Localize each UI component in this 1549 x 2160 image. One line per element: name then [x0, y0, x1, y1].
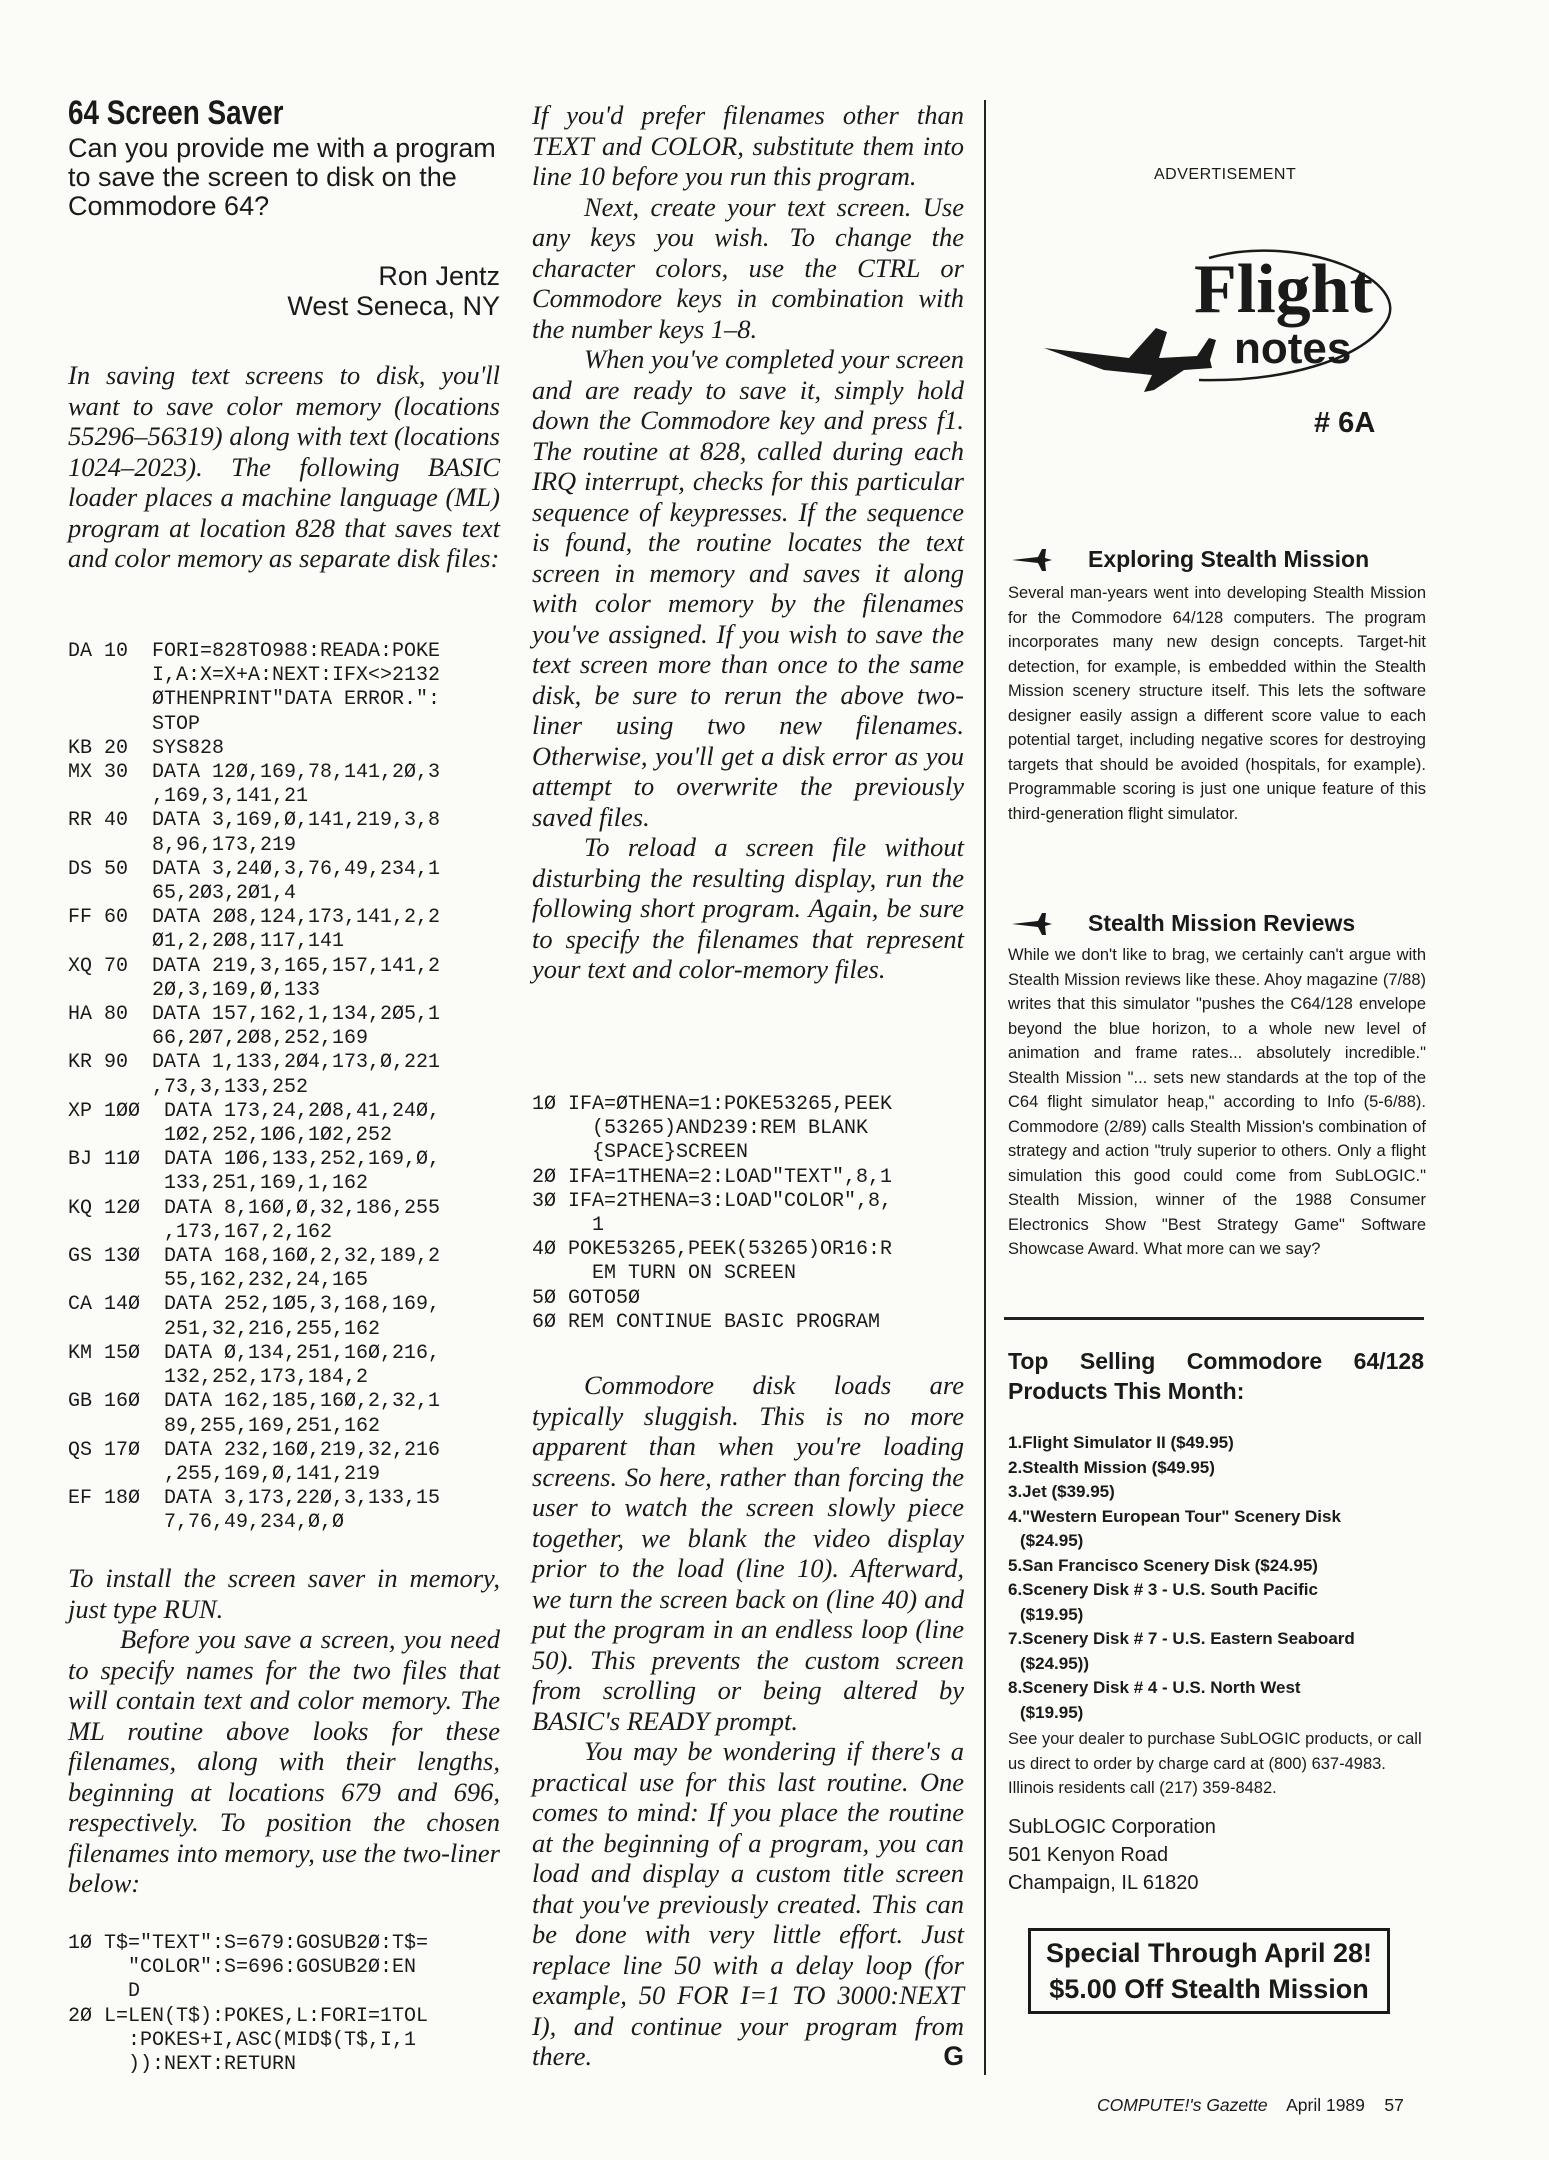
product-item	[1008, 1554, 1424, 1579]
paragraph-save-screen: When you've completed your screen and are ready to save it, simply hold down the Commodore key and press f1. The routine at 828, called during each IRQ interrupt, checks for this particular sequence of keypresses. If the sequence is found, the routine locates the text screen in memory and saves it along with color memory by the filenames you've assigned. If you wish to save the text screen more than once to the same disk, be sure to rerun the above two-liner using two new filenames. Otherwise, you'll get a disk error as you attempt to overwrite the previously saved files.	[532, 344, 964, 832]
page-footer	[1097, 2095, 1404, 2116]
paragraph-disk-loads: Commodore disk loads are typically sluggish. This is no more apparent than when you're loading screens. So here, rather than forcing the user to watch the screen slowly piece together, we blank the video display prior to the load (line 10). Afterward, we turn the screen back on (line 40) and put the program in an endless loop (line 50). This prevents the custom screen from scrolling or being altered by BASIC's READY prompt.	[532, 1370, 964, 1736]
footer-page-number: 57	[1384, 2095, 1404, 2115]
product-name: 2.Stealth Mission ($49.95)	[1008, 1457, 1215, 1477]
answer-paragraph-3: Before you save a screen, you need to specify names for the two files that will contain text and color memory. The ML routine above looks for these filenames, along with their lengths, beginning at locations 679 and 696, respectively. To position the chosen filenames into memory, use the two-liner below:	[68, 1624, 500, 1898]
product-item	[1008, 1676, 1424, 1725]
product-item	[1008, 1480, 1424, 1505]
two-liner-listing: 1Ø T$="TEXT":S=679:GOSUB2Ø:T$= "COLOR":S=696:GOSUB2Ø:EN D 2Ø L=LEN(T$):POKES,L:FORI=1TOL :POKES+I,ASC(MID$(T$,I,1 )):NEXT:RETURN	[68, 1932, 429, 2077]
product-name: 3.Jet ($39.95)	[1008, 1482, 1115, 1501]
footer-magazine: COMPUTE!'s Gazette	[1097, 2095, 1268, 2115]
section-reviews-text: While we don't like to brag, we certainly can't argue with Stealth Mission reviews like these. Ahoy magazine (7/88) writes that this simulator "pushes the C64/128 envelope beyond the blue horizon, to a whole new level of animation and frame rates... absolutely incredible." Stealth Mission "... sets new standards at the top of the C64 flight simulator heap," according to Info (5-6/88). Commodore (2/89) calls Stealth Mission's combination of strategy and action "truly superior to others. Only a flight simulation this good could come from SubLOGIC." Stealth Mission, winner of the 1988 Consumer Electronics Show "Best Strategy Game" Software Showcase Award. What more can we say?	[1008, 946, 1426, 1258]
footer-date: April 1989	[1286, 2095, 1365, 2115]
issue-number: # 6A	[1314, 407, 1376, 439]
reload-listing: 1Ø IFA=ØTHENA=1:POKE53265,PEEK (53265)AND239:REM BLANK {SPACE}SCREEN 2Ø IFA=1THENA=2:LOAD"TEXT",8,1 3Ø IFA=2THENA=3:LOAD"COLOR",8, 1 4Ø POKE53265,PEEK(53265)OR16:R EM TURN ON SCREEN 5Ø GOTO5Ø 6Ø REM CONTINUE BASIC PROGRAM	[532, 1093, 893, 1334]
author-name: Ron Jentz	[378, 261, 500, 291]
company-street: 501 Kenyon Road	[1008, 1844, 1169, 1866]
column-divider	[984, 100, 986, 2075]
paragraph-practical-use: You may be wondering if there's a practical use for this last routine. One comes to mind: If you place the routine at the beginning of a program, you can load and display a custom title screen that you've previously created. This can be done with very little effort. Just replace line 50 with a delay loop (for example, 50 FOR I=1 TO 3000:NEXT I), and continue your program from there. G	[532, 1736, 964, 2071]
logo-word-notes: notes	[1234, 324, 1352, 373]
product-name: 7.Scenery Disk # 7 - U.S. Eastern Seaboard	[1008, 1629, 1355, 1648]
product-list	[1008, 1431, 1424, 1725]
product-price: ($24.95))	[1020, 1653, 1089, 1673]
special-offer-line-1: Special Through April 28!	[1045, 1938, 1373, 1968]
product-name: 4."Western European Tour" Scenery Disk	[1008, 1506, 1341, 1526]
product-item	[1008, 1431, 1424, 1456]
product-price: ($19.95)	[1020, 1604, 1084, 1624]
product-item	[1008, 1578, 1424, 1627]
logo-word-flight: Flight	[1194, 251, 1373, 328]
section-reviews-heading: Stealth Mission Reviews	[1012, 910, 1424, 942]
basic-loader-listing: DA 10 FORI=828TO988:READA:POKE I,A:X=X+A:NEXT:IFX<>2132 ØTHENPRINT"DATA ERROR.": STOP KB 20 SYS828 MX 30 DATA 12Ø,169,78,141,2Ø,3 ,169,3,141,21 RR 40 DATA 3,169,Ø,141,219,3,8 8,96,173,219 DS 50 DATA 3,24Ø,3,76,49,234,1 65,2Ø3,2Ø1,4 FF 60 DATA 2Ø8,124,173,141,2,2 Ø1,2,2Ø8,117,141 XQ 70 DATA 219,3,165,157,141,2 2Ø,3,169,Ø,133 HA 80 DATA 157,162,1,134,2Ø5,1 66,2Ø7,2Ø8,252,169 KR 90 DATA 1,133,2Ø4,173,Ø,221 ,73,3,133,252 XP 1ØØ DATA 173,24,2Ø8,41,24Ø, 1Ø2,252,1Ø6,1Ø2,252 BJ 11Ø DATA 1Ø6,133,252,169,Ø, 133,251,169,1,162 KQ 12Ø DATA 8,16Ø,Ø,32,186,255 ,173,167,2,162 GS 13Ø DATA 168,16Ø,2,32,189,2 55,162,232,24,165 CA 14Ø DATA 252,1Ø5,3,168,169, 251,32,216,255,162 KM 15Ø DATA Ø,134,251,16Ø,216, 132,252,173,184,2 GB 16Ø DATA 162,185,16Ø,2,32,1 89,255,169,251,162 QS 17Ø DATA 232,16Ø,219,32,216 ,255,169,Ø,141,219 EF 18Ø DATA 3,173,22Ø,3,133,15 7,76,49,234,Ø,Ø	[68, 640, 441, 1535]
product-name: 6.Scenery Disk # 3 - U.S. South Pacific	[1008, 1580, 1318, 1599]
product-name: 5.San Francisco Scenery Disk ($24.95)	[1008, 1555, 1318, 1575]
section-exploring-text: Several man-years went into developing Stealth Mission for the Commodore 64/128 computers. The program incorporates many new design concepts. Target-hit detection, for example, is embedded within the Stealth Mission scenery structure itself. This lets the software designer easily assign a different score value to each potential target, including negative scores for destroying targets that should be avoided (hospitals, for example). Programmable scoring is just one unique feature of this third-generation flight simulator.	[1008, 584, 1426, 823]
top-selling-heading: Top Selling Commodore 64/128 Products This Month:	[1008, 1348, 1424, 1404]
jet-bullet-icon	[1012, 549, 1052, 571]
product-item	[1008, 1505, 1424, 1554]
answer-paragraph-1: In saving text screens to disk, you'll want to save color memory (locations 55296–56319) along with text (locations 1024–2023). The following BASIC loader places a machine language (ML) program at location 828 that saves text and color memory as separate disk files:	[68, 360, 500, 573]
product-item	[1008, 1456, 1424, 1481]
product-name: 8.Scenery Disk # 4 - U.S. North West	[1008, 1678, 1301, 1697]
column-2-text-top	[532, 100, 964, 985]
special-offer-box	[1028, 1928, 1390, 2014]
special-offer-line-2: $5.00 Off Stealth Mission	[1049, 1974, 1369, 2004]
jet-bullet-icon	[1012, 913, 1052, 935]
answer-paragraph-2: To install the screen saver in memory, just type RUN.	[68, 1563, 500, 1624]
product-price: ($19.95)	[1020, 1702, 1084, 1722]
product-price: ($24.95)	[1020, 1531, 1084, 1550]
author-location: West Seneca, NY	[287, 291, 500, 321]
product-name: 1.Flight Simulator II ($49.95)	[1008, 1433, 1234, 1452]
answer-body	[68, 1563, 500, 1899]
company-city: Champaign, IL 61820	[1008, 1872, 1199, 1894]
reader-question: Can you provide me with a program to save the screen to disk on the Commodore 64?	[68, 133, 496, 221]
article-title: 64 Screen Saver	[68, 94, 284, 132]
paragraph-create-screen: Next, create your text screen. Use any keys you wish. To change the character colors, use the CTRL or Commodore keys in combination with the number keys 1–8.	[532, 191, 964, 344]
jet-icon	[1044, 328, 1216, 392]
paragraph-filenames: If you'd prefer filenames other than TEXT and COLOR, substitute them into line 10 before you run this program.	[532, 100, 964, 191]
company-name: SubLOGIC Corporation	[1008, 1816, 1216, 1838]
dealer-text: See your dealer to purchase SubLOGIC products, or call us direct to order by charge card at (800) 637-4983. Illinois residents call (217) 359-8482.	[1008, 1730, 1422, 1797]
column-2-text-bottom	[532, 1370, 964, 2072]
paragraph-reload: To reload a screen file without disturbing the resulting display, run the following short program. Again, be sure to specify the filenames that represent your text and color-memory files.	[532, 832, 964, 984]
flight-notes-logo	[1034, 220, 1414, 450]
section-exploring-heading: Exploring Stealth Mission	[1012, 546, 1424, 578]
end-mark: G	[943, 2041, 964, 2071]
product-item	[1008, 1627, 1424, 1676]
advertisement-label: ADVERTISEMENT	[1154, 166, 1297, 183]
section-divider	[1004, 1317, 1424, 1320]
company-address	[1008, 1813, 1216, 1897]
